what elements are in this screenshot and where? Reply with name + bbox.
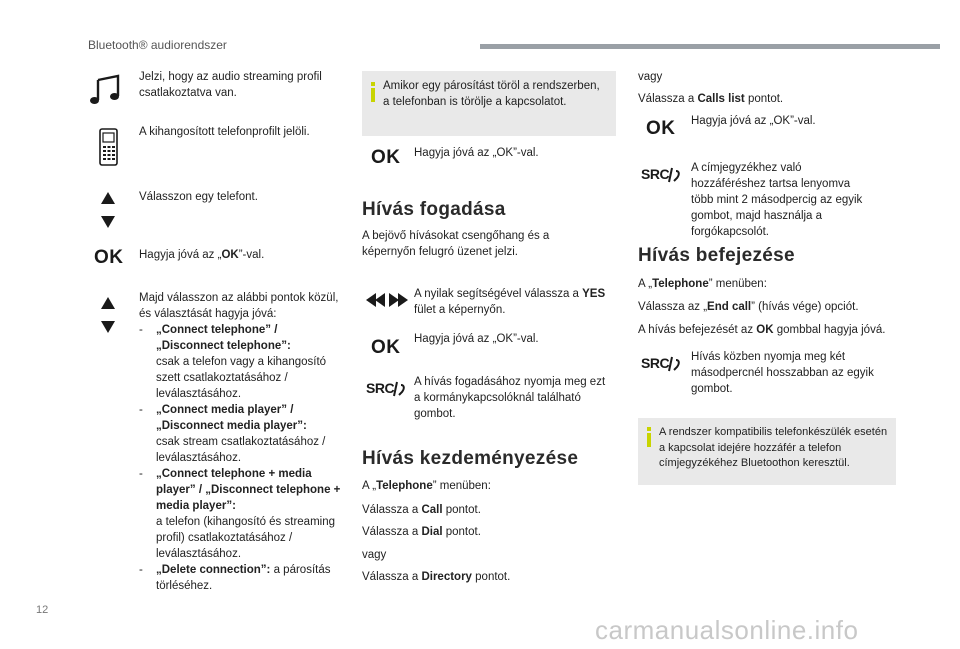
directory-access-text: A címjegyzékhez való hozzáféréshez tartsa lenyomva több mint 2 másodpercig az egyik gombot, majd használja a forgókapcsolót. <box>691 162 863 238</box>
answer-call-text: A hívás fogadásához nyomja meg ezt a kormánykapcsolóknál található gombot. <box>414 376 606 420</box>
option-connect-both: - „Connect telephone + media player” / „Disconnect telephone + media player”: a telefon (kihangosító és streaming profil) csatlakoztatásához / leválasztásához. <box>139 468 341 560</box>
up-down-arrows-icon <box>100 191 116 229</box>
section-header: Bluetooth® audiorendszer <box>88 38 227 52</box>
option-delete-connection: - „Delete connection”: a párosítás törléséhez. <box>139 564 331 592</box>
select-dial-text: Válassza a Dial pontot. <box>362 526 481 538</box>
up-down-arrows-icon <box>100 296 116 334</box>
select-calls-list-text: Válassza a Calls list pontot. <box>638 93 784 105</box>
confirm-ok-text: Hagyja jóvá az „OK”-val. <box>139 249 265 261</box>
options-intro: Majd válasszon az alábbi pontok közül, és választását hagyja jóvá: <box>139 292 339 320</box>
ok-icon: OK <box>371 147 401 168</box>
telephone-menu-text: A „Telephone” menüben: <box>362 480 491 492</box>
ok-icon: OK <box>94 247 124 268</box>
src-phone-button-icon: SRC <box>641 355 681 373</box>
select-end-call-text: Válassza az „End call” (hívás vége) opciót. <box>638 301 859 313</box>
option-connect-media-player: - „Connect media player” / „Disconnect media player”: csak stream csatlakoztatásához / leválasztásához. <box>139 404 326 464</box>
music-description: Jelzi, hogy az audio streaming profil csatlakoztatva van. <box>139 71 322 99</box>
header-bar <box>480 44 940 49</box>
confirm-ok-text: Hagyja jóvá az „OK”-val. <box>414 147 539 159</box>
telephone-menu-text: A „Telephone” menüben: <box>638 278 767 290</box>
heading-end-call: Hívás befejezése <box>638 245 795 266</box>
receive-call-text: A bejövő hívásokat csengőhang és a képernyőn felugró üzenet jelzi. <box>362 230 550 258</box>
left-right-arrows-icon <box>366 292 408 308</box>
music-note-icon <box>88 74 128 106</box>
or-text: vagy <box>362 549 387 561</box>
select-yes-text: A nyilak segítségével válassza a YES fület a képernyőn. <box>414 288 606 316</box>
info-icon <box>647 433 651 447</box>
src-phone-button-icon: SRC <box>366 380 406 398</box>
phone-profile-description: A kihangosított telefonprofilt jelöli. <box>139 126 310 138</box>
confirm-ok-text: Hagyja jóvá az „OK”-val. <box>691 115 816 127</box>
info-text: Amikor egy párosítást töröl a rendszerben, a telefonban is törölje a kapcsolatot. <box>383 80 600 108</box>
info-icon <box>371 88 375 102</box>
option-connect-telephone: - „Connect telephone” / „Disconnect telephone”: csak a telefon vagy a kihangosító szett csatlakoztatásához / leválasztásához. <box>139 324 327 400</box>
heading-receive-call: Hívás fogadása <box>362 199 506 220</box>
hang-up-text: Hívás közben nyomja meg két másodpercnél hosszabban az egyik gombot. <box>691 351 874 395</box>
select-phone-text: Válasszon egy telefont. <box>139 191 258 203</box>
select-call-text: Válassza a Call pontot. <box>362 504 481 516</box>
ok-icon: OK <box>371 337 401 358</box>
confirm-ok-text: Hagyja jóvá az „OK”-val. <box>414 333 539 345</box>
info-text: A rendszer kompatibilis telefonkészülék esetén a kapcsolat idejére hozzáfér a telefon címjegyzékéhez Bluetoothon keresztül. <box>659 426 888 469</box>
options-block <box>139 290 344 594</box>
select-directory-text: Válassza a Directory pontot. <box>362 571 511 583</box>
confirm-end-text: A hívás befejezését az OK gombbal hagyja jóvá. <box>638 324 886 336</box>
heading-make-call: Hívás kezdeményezése <box>362 448 579 469</box>
src-phone-button-icon: SRC <box>641 166 681 184</box>
page-number: 12 <box>36 604 49 616</box>
ok-icon: OK <box>646 118 676 139</box>
phone-icon <box>98 128 120 168</box>
or-text: vagy <box>638 71 663 83</box>
watermark: carmanualsonline.info <box>595 615 859 645</box>
